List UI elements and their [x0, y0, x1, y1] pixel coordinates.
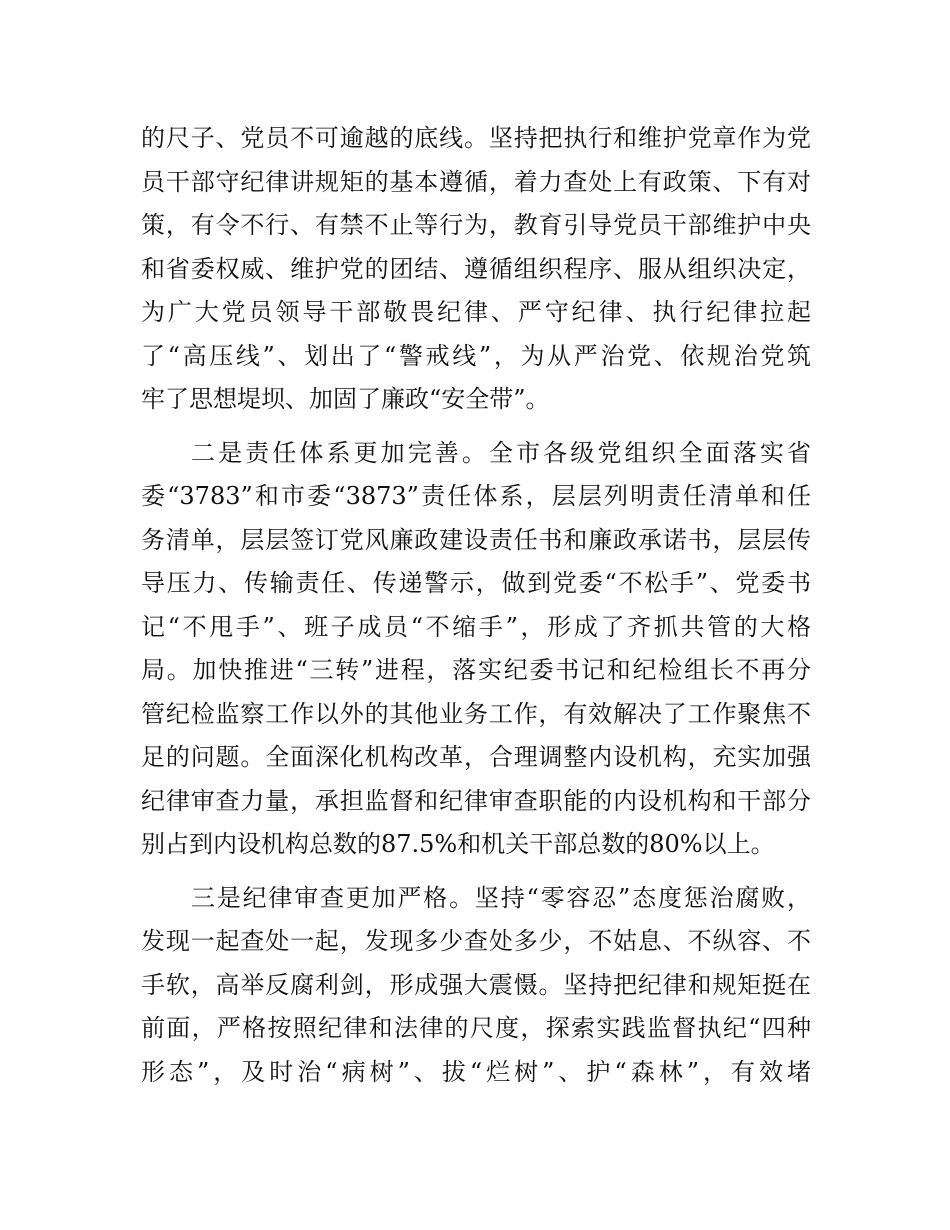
text-line: 务清单，层层签订党风廉政建设责任书和廉政承诺书，层层传 [141, 525, 811, 554]
paragraph-3 [141, 877, 811, 1095]
paragraph-spacing [141, 867, 811, 877]
text-line: 二是责任体系更加完善。全市各级党组织全面落实省 [191, 438, 811, 467]
text-line: 了“高压线”、划出了“警戒线”，为从严治党、依规治党筑 [141, 341, 811, 370]
text-line: 和省委权威、维护党的团结、遵循组织程序、服从组织决定， [141, 254, 811, 283]
text-line: 形态”，及时治“病树”、拔“烂树”、护“森林”，有效堵 [141, 1057, 811, 1086]
text-line: 别占到内设机构总数的87.5%和机关干部总数的80%以上。 [141, 830, 775, 858]
text-line: 员干部守纪律讲规矩的基本遵循，着力查处上有政策、下有对 [141, 167, 811, 196]
text-line: 的尺子、党员不可逾越的底线。坚持把执行和维护党章作为党 [141, 124, 811, 152]
text-line: 三是纪律审查更加严格。坚持“零容忍”态度惩治腐败， [191, 883, 811, 912]
text-line: 策，有令不行、有禁不止等行为，教育引导党员干部维护中央 [141, 211, 811, 239]
text-line: 前面，严格按照纪律和法律的尺度，探索实践监督执纪“四种 [141, 1014, 811, 1042]
text-line: 委“3783”和市委“3873”责任体系，层层列明责任清单和任 [141, 482, 811, 510]
text-line: 手软，高举反腐利剑，形成强大震慑。坚持把纪律和规矩挺在 [141, 970, 811, 999]
text-line: 牢了思想堤坝、加固了廉政“安全带”。 [141, 385, 550, 413]
text-line: 发现一起查处一起，发现多少查处多少，不姑息、不纵容、不 [141, 927, 811, 955]
text-line: 足的问题。全面深化机构改革，合理调整内设机构，充实加强 [141, 743, 811, 771]
document-body [141, 117, 811, 1094]
text-line: 为广大党员领导干部敬畏纪律、严守纪律、执行纪律拉起 [141, 298, 811, 326]
text-line: 导压力、传输责任、传递警示，做到党委“不松手”、党委书 [141, 569, 811, 597]
paragraph-2 [141, 432, 811, 867]
text-line: 局。加快推进“三转”进程，落实纪委书记和纪检组长不再分 [141, 656, 811, 684]
text-line: 记“不甩手”、班子成员“不缩手”，形成了齐抓共管的大格 [141, 612, 811, 641]
text-line: 纪律审查力量，承担监督和纪律审查职能的内设机构和干部分 [141, 786, 811, 815]
paragraph-spacing [141, 422, 811, 432]
text-line: 管纪检监察工作以外的其他业务工作，有效解决了工作聚焦不 [141, 699, 811, 728]
paragraph-1 [141, 117, 811, 422]
